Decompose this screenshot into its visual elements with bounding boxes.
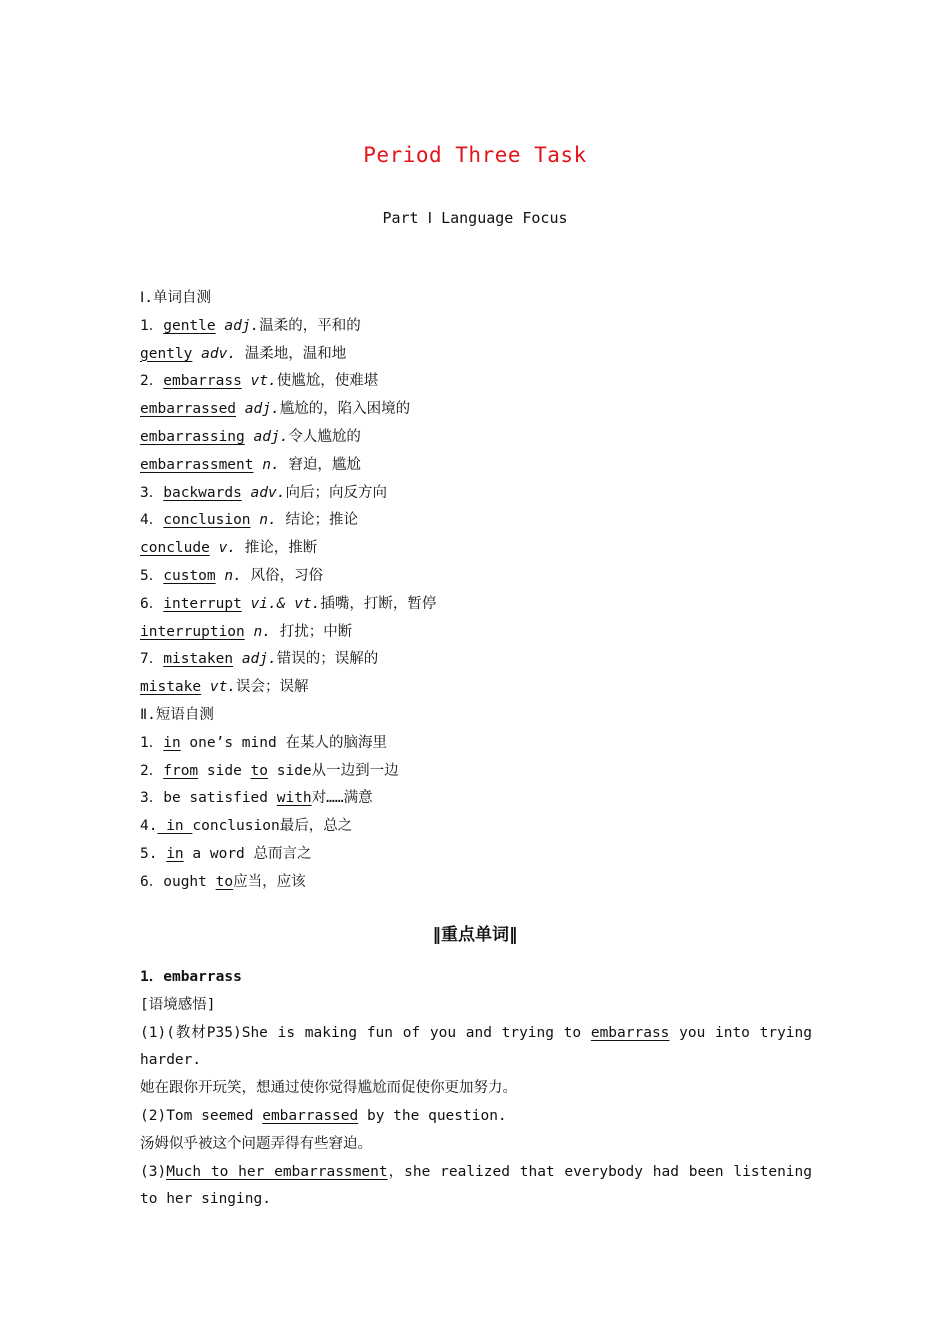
vocab-word: gently [140,345,193,362]
vocab-word: custom [163,567,216,584]
vocab-item: 2．embarrass vt.使尴尬，使难堪 [140,373,379,390]
example-sentence: (1)(教材P35)She is making fun of you and trying to embarrass you into trying harder. [140,1024,821,1069]
part-of-speech: v. [218,540,237,557]
phrase-answer: to [215,873,234,890]
vocab-word: backwards [163,484,242,501]
key-word-title: 1．embarrass [140,969,242,985]
vocab-meaning: 结论；推论 [276,512,358,529]
phrase-answer: to [250,762,269,779]
key-words-section [140,964,821,1214]
vocab-word: mistake [140,679,202,696]
example-sentence: (3)Much to her embarrassment，she realized that everybody had been listening to her singing. [140,1163,821,1208]
phrase-item: 4. in conclusion最后，总之 [140,818,353,835]
phrase-item: 6．ought to应当，应该 [140,873,306,890]
part-of-speech: adj. [241,651,277,668]
part-of-speech: adj. [253,428,289,445]
vocab-meaning: 推论，推断 [236,540,318,557]
vocab-word: gentle [163,317,216,334]
vocab-meaning: 令人尴尬的 [288,428,361,445]
vocab-word: interruption [140,623,245,640]
phrase-item: 5. in a word 总而言之 [140,845,312,862]
vocab-meaning: 错误的；误解的 [276,651,379,668]
vocab-word: conclude [140,540,210,557]
vocab-item: 1．gentle adj.温柔的，平和的 [140,317,361,334]
part-of-speech: adj. [244,401,280,418]
example-sentence: (2)Tom seemed embarrassed by the question. [140,1107,507,1124]
vocab-item: 3．backwards adv.向后；向反方向 [140,484,387,501]
part-of-speech: n. [224,567,242,584]
vocab-word: conclusion [163,512,251,529]
vocab-item: 7．mistaken adj.错误的；误解的 [140,651,379,668]
vocab-meaning: 温柔的，平和的 [259,317,361,334]
part-of-speech: adv. [201,345,237,362]
vocab-item: 4．conclusion n. 结论；推论 [140,512,358,529]
key-words-heading: ‖重点单词‖ [432,925,518,945]
vocab-word: embarrassment [140,456,254,473]
part-of-speech: n. [253,623,271,640]
vocab-item [140,396,812,424]
context-label: [语境感悟] [140,996,216,1013]
vocab-item [140,619,812,647]
vocab-word: mistaken [163,651,234,668]
part-of-speech: adj. [224,317,260,334]
self-test-section [140,285,812,897]
example-translation: 她在跟你开玩笑，想通过使你觉得尴尬而促使你更加努力。 [140,1080,517,1097]
vocab-item [140,452,812,480]
vocab-item [140,674,812,702]
part-of-speech: vi.& vt. [250,595,321,612]
vocab-word: embarrass [163,373,242,390]
vocab-heading: Ⅰ.单词自测 [140,290,212,306]
example-translation: 汤姆似乎被这个问题弄得有些窘迫。 [140,1135,372,1152]
phrase-answer: from [163,762,199,779]
phrase-answer: in [157,818,193,835]
vocab-item [140,341,812,369]
vocab-meaning: 风俗，习俗 [241,567,324,584]
phrase-item: 2．from side to side从一边到一边 [140,762,399,779]
vocab-item [140,535,812,563]
vocab-word: embarrassed [140,401,237,418]
part-of-speech: vt. [250,373,277,390]
phrase-answer: in [166,845,184,862]
vocab-meaning: 温柔地，温和地 [236,345,347,362]
vocab-list [140,313,812,702]
phrase-item: 3．be satisfied with对……满意 [140,790,373,807]
vocab-meaning: 使尴尬，使难堪 [276,373,379,390]
vocab-word: embarrassing [140,428,245,445]
phrase-item: 1．in one’s mind 在某人的脑海里 [140,734,387,751]
page-subtitle: Part Ⅰ Language Focus [382,209,568,227]
phrase-answer: with [276,790,312,807]
vocab-meaning: 插嘴，打断，暂停 [320,595,437,612]
phrases-heading: Ⅱ.短语自测 [140,706,214,723]
vocab-meaning: 打扰；中断 [270,623,353,640]
vocab-item [140,424,812,452]
vocab-meaning: 误会；误解 [236,679,309,696]
part-of-speech: n. [259,512,277,529]
phrase-answer: in [163,734,181,751]
vocab-item: 6．interrupt vi.& vt.插嘴，打断，暂停 [140,595,437,612]
part-of-speech: adv. [250,484,286,501]
vocab-meaning: 尴尬的，陷入困境的 [279,401,411,418]
vocab-meaning: 向后；向反方向 [285,484,387,501]
part-of-speech: vt. [209,679,237,696]
page-title: Period Three Task [363,143,587,167]
vocab-word: interrupt [163,595,242,612]
vocab-item: 5．custom n. 风俗，习俗 [140,567,324,584]
part-of-speech: n. [262,456,280,473]
vocab-meaning: 窘迫，尴尬 [279,456,361,473]
